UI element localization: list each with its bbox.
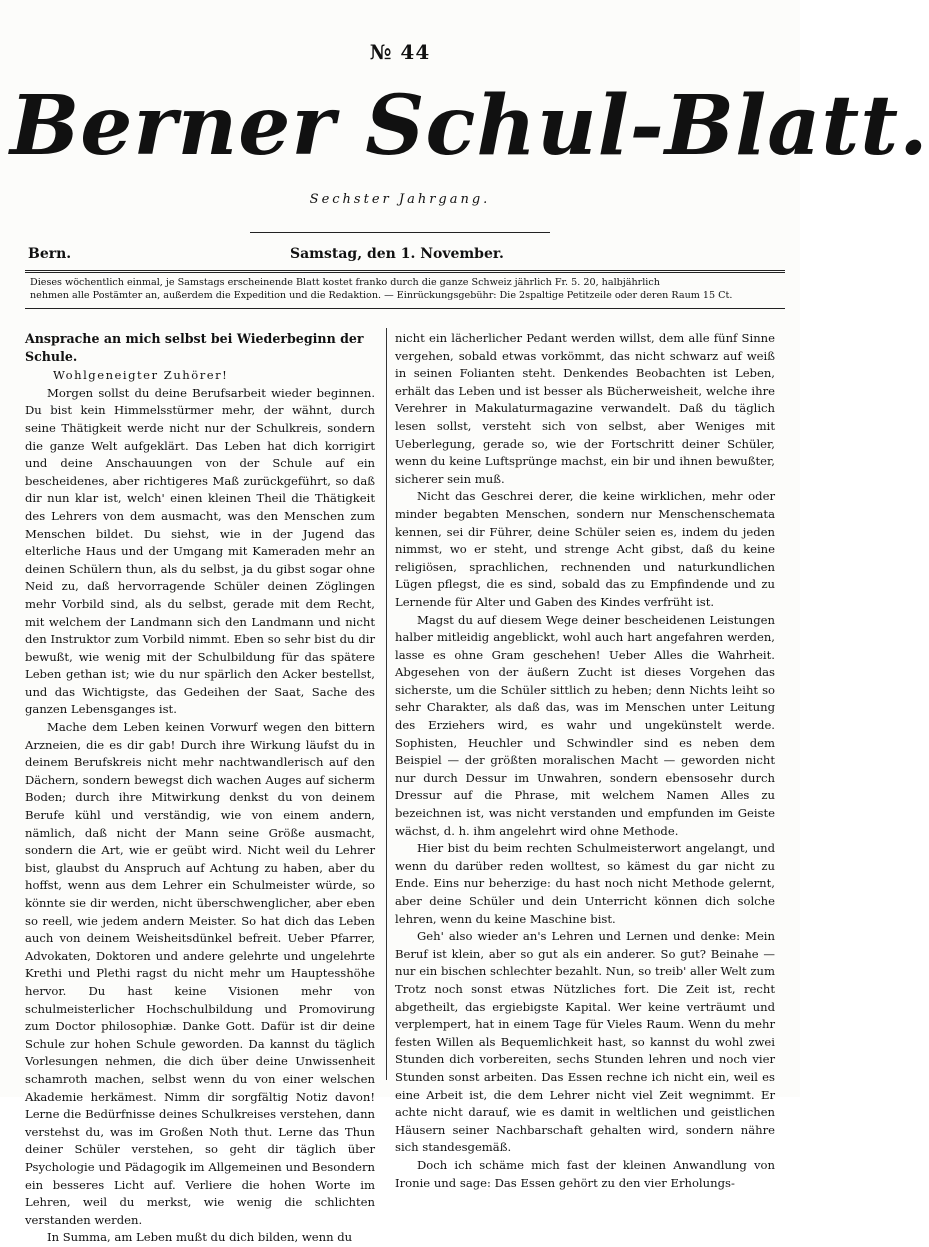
subscription-notice <box>30 276 775 302</box>
notice-rule-bottom <box>25 308 785 309</box>
issue-number: № 44 <box>369 40 431 64</box>
city: Bern. <box>28 246 72 262</box>
column-divider <box>386 328 387 1080</box>
masthead-title: Berner Schul-Blatt. <box>10 78 929 174</box>
notice-rule-top-double <box>25 272 785 273</box>
paragraph: Nicht das Geschrei derer, die keine wirklichen, mehr oder minder begabten Menschen, sondern nur Menschenschemata kennen, sei dir Führer, deine Schüler seien es, indem du jeden nimmst, wo er steht, und strenge Acht gibst, daß du keine religiösen, sprachlichen, rechnenden und naturkundlichen Lügen pflegst, die es sind, sobald das zu Empfindende und zu Lernende für Alter und Gaben des Kindes verfrüht ist. <box>395 489 775 609</box>
paragraph: Hier bist du beim rechten Schulmeisterwort angelangt, und wenn du darüber reden wolltest, so kämest du gar nicht zu Ende. Eins nur beherzige: du hast noch nicht Methode gelernt, aber deine Schüler und dein Unterricht können dich solche lehren, wenn du keine Maschine bist. <box>395 841 775 926</box>
volume-line: Sechster Jahrgang. <box>309 192 491 207</box>
notice-line-2: nehmen alle Postämter an, außerdem die Expedition und die Redaktion. — Einrückungsgebühr: Die 2spaltige Petitzeile oder deren Raum 15 Ct. <box>30 290 733 301</box>
notice-line-1: Dieses wöchentlich einmal, je Samstags erscheinende Blatt kostet franko durch die ganze Schweiz jährlich Fr. 5. 20, halbjährlich <box>30 277 660 288</box>
article-column-right <box>395 330 775 1190</box>
paragraph: nicht ein lächerlicher Pedant werden willst, dem alle fünf Sinne vergehen, sobald etwas vorkömmt, das nicht schwarz auf weiß in seinen Folianten steht. Denkendes Beobachten ist Leben, erhält das Leben und ist besser als Bücherweisheit, welche ihre Verehrer in Makulaturmagazine verwandelt. Daß du täglich lesen sollst, versteht sich von selbst, aber Weniges mit Ueberlegung, gerade so, wie der Fortschritt deiner Schüler, wenn du keine Luftsprünge machst, ein bir und ihnen bewußter, sicherer sein muß. <box>395 331 775 486</box>
paragraph: Morgen sollst du deine Berufsarbeit wieder beginnen. Du bist kein Himmelsstürmer mehr, der wähnt, durch seine Thätigkeit werde nicht nur der Schulkreis, sondern die ganze Welt aufgeklärt. Das Leben hat dich korrigirt und deine Anschauungen von der Schule auf ein bescheidenes, aber richtigeres Maß zurückgeführt, so daß dir nun klar ist, welch' einen kleinen Theil die Thätigkeit des Lehrers von dem ausmacht, was den Menschen zum Menschen bildet. Du siehst, wie in der Jugend das elterliche Haus und der Umgang mit Kameraden mehr an deinen Schülern thun, als du selbst, ja du gibst sogar ohne Neid zu, daß hervorragende Schüler deinen Zöglingen mehr Vorbild sind, als du selbst, gerade mit dem Recht, mit welchem der Landmann sich den Landmann und nicht den Instruktor zum Vorbild nimmt. Eben so sehr bist du dir bewußt, wie wenig mit der Schulbildung für das spätere Leben gethan ist; wie du nur spärlich den Acker bestellst, und das Wichtigste, das Gedeihen der Saat, Sache des ganzen Lebensganges ist. <box>25 385 375 717</box>
header-divider <box>250 232 550 233</box>
paragraph: Doch ich schäme mich fast der kleinen Anwandlung von Ironie und sage: Das Essen gehört zu den vier Erholungs- <box>395 1157 775 1190</box>
paragraph: Magst du auf diesem Wege deiner bescheidenen Leistungen halber mitleidig angeblickt, wohl auch hart angefahren werden, lasse es ohne Gram geschehen! Ueber Alles die Wahrheit. Abgesehen von der äußern Zucht ist dieses Vorgehen das sicherste, um die Schüler sittlich zu heben; denn Nichts leiht so sehr Charakter, als daß das, was im Menschen unter Leitung des Erziehers wird, es wahr und ungekünstelt werde. Sophisten, Heuchler und Schwindler sind es neben dem Beispiel — der größten moralischen Macht — geworden nicht nur durch Dessur im Unwahren, sondern ebensosehr durch Dressur auf die Phrase, mit welchem Namen Alles zu bezeichnen ist, was nicht verstanden und empfunden im Geiste wächst, d. h. ihm angelehrt wird ohne Methode. <box>395 612 775 838</box>
issue-date: Samstag, den 1. November. <box>290 246 504 262</box>
article-column-left <box>25 330 375 1245</box>
paragraph: Geh' also wieder an's Lehren und Lernen und denke: Mein Beruf ist klein, aber so gut als ein anderer. So gut? Beinahe — nur ein bischen schlechter bezahlt. Nun, so treib' aller Welt zum Trotz noch sonst etwas Nützliches fort. Die Zeit ist, recht abgetheilt, das ergiebigste Kapital. Wer keine verträumt und verplempert, hat in einem Tage für Vieles Raum. Wenn du mehr festen Willen als Bequemlichkeit hast, so kannst du wohl zwei Stunden dich vorbereiten, sechs Stunden lehren und noch vier Stunden sonst arbeiten. Das Essen rechne ich nicht ein, weil es eine Arbeit ist, die dem Lehrer nicht viel Zeit wegnimmt. Er achte nicht darauf, wie es damit in weltlichen und geistlichen Häusern seiner Nachbarschaft gehalten wird, sondern nähre sich standesgemäß. <box>395 929 775 1155</box>
notice-rule-top <box>25 270 785 271</box>
article-salutation: Wohlgeneigter Zuhörer! <box>53 368 229 383</box>
paragraph: In Summa, am Leben mußt du dich bilden, wenn du <box>47 1230 353 1245</box>
article-title: Ansprache an mich selbst bei Wiederbeginn der Schule. <box>25 331 364 364</box>
paragraph: Mache dem Leben keinen Vorwurf wegen den bittern Arzneien, die es dir gab! Durch ihre Wirkung läufst du in deinem Berufskreis nicht mehr nachtwandlerisch auf den Dächern, sondern bewegst dich wachen Auges auf sicherm Boden; durch ihre Mitwirkung denkst du von deinem Berufe kühl und verständig, wie von einem andern, nämlich, daß nicht der Mann seine Größe ausmacht, sondern die Art, wie er geübt wird. Nicht weil du Lehrer bist, glaubst du Anspruch auf Achtung zu haben, aber du hoffst, wenn aus dem Lehrer ein Schulmeister würde, so könnte sie dir werden, nicht überschwenglicher, aber eben so reell, wie jedem andern Meister. So hat dich das Leben auch von deinem Weisheitsdünkel befreit. Ueber Pfarrer, Advokaten, Doktoren und andere gelehrte und ungelehrte Krethi und Plethi ragst du nicht mehr um Hauptesshöhe hervor. Du hast keine Visionen mehr von schulmeisterlicher Hochschulbildung und Promovirung zum Doctor philosophiæ. Danke Gott. Dafür ist dir deine Schule zur hohen Schule geworden. Da kannst du täglich Vorlesungen nehmen, die dich über deine Unwissenheit schamroth machen, selbst wenn du von einer welschen Akademie herkämest. Nimm dir sorgfältig Notiz davon! Lerne die Bedürfnisse deines Schulkreises verstehen, dann verstehst du, was im Großen Noth thut. Lerne das Thun deiner Schüler verstehen, so geht dir täglich über Psychologie und Pädagogik im Allgemeinen und Besondern ein besseres Licht auf. Verliere die hohen Worte im Lehren, weil du merkst, wie wenig die schlichten verstanden werden. <box>25 720 375 1227</box>
